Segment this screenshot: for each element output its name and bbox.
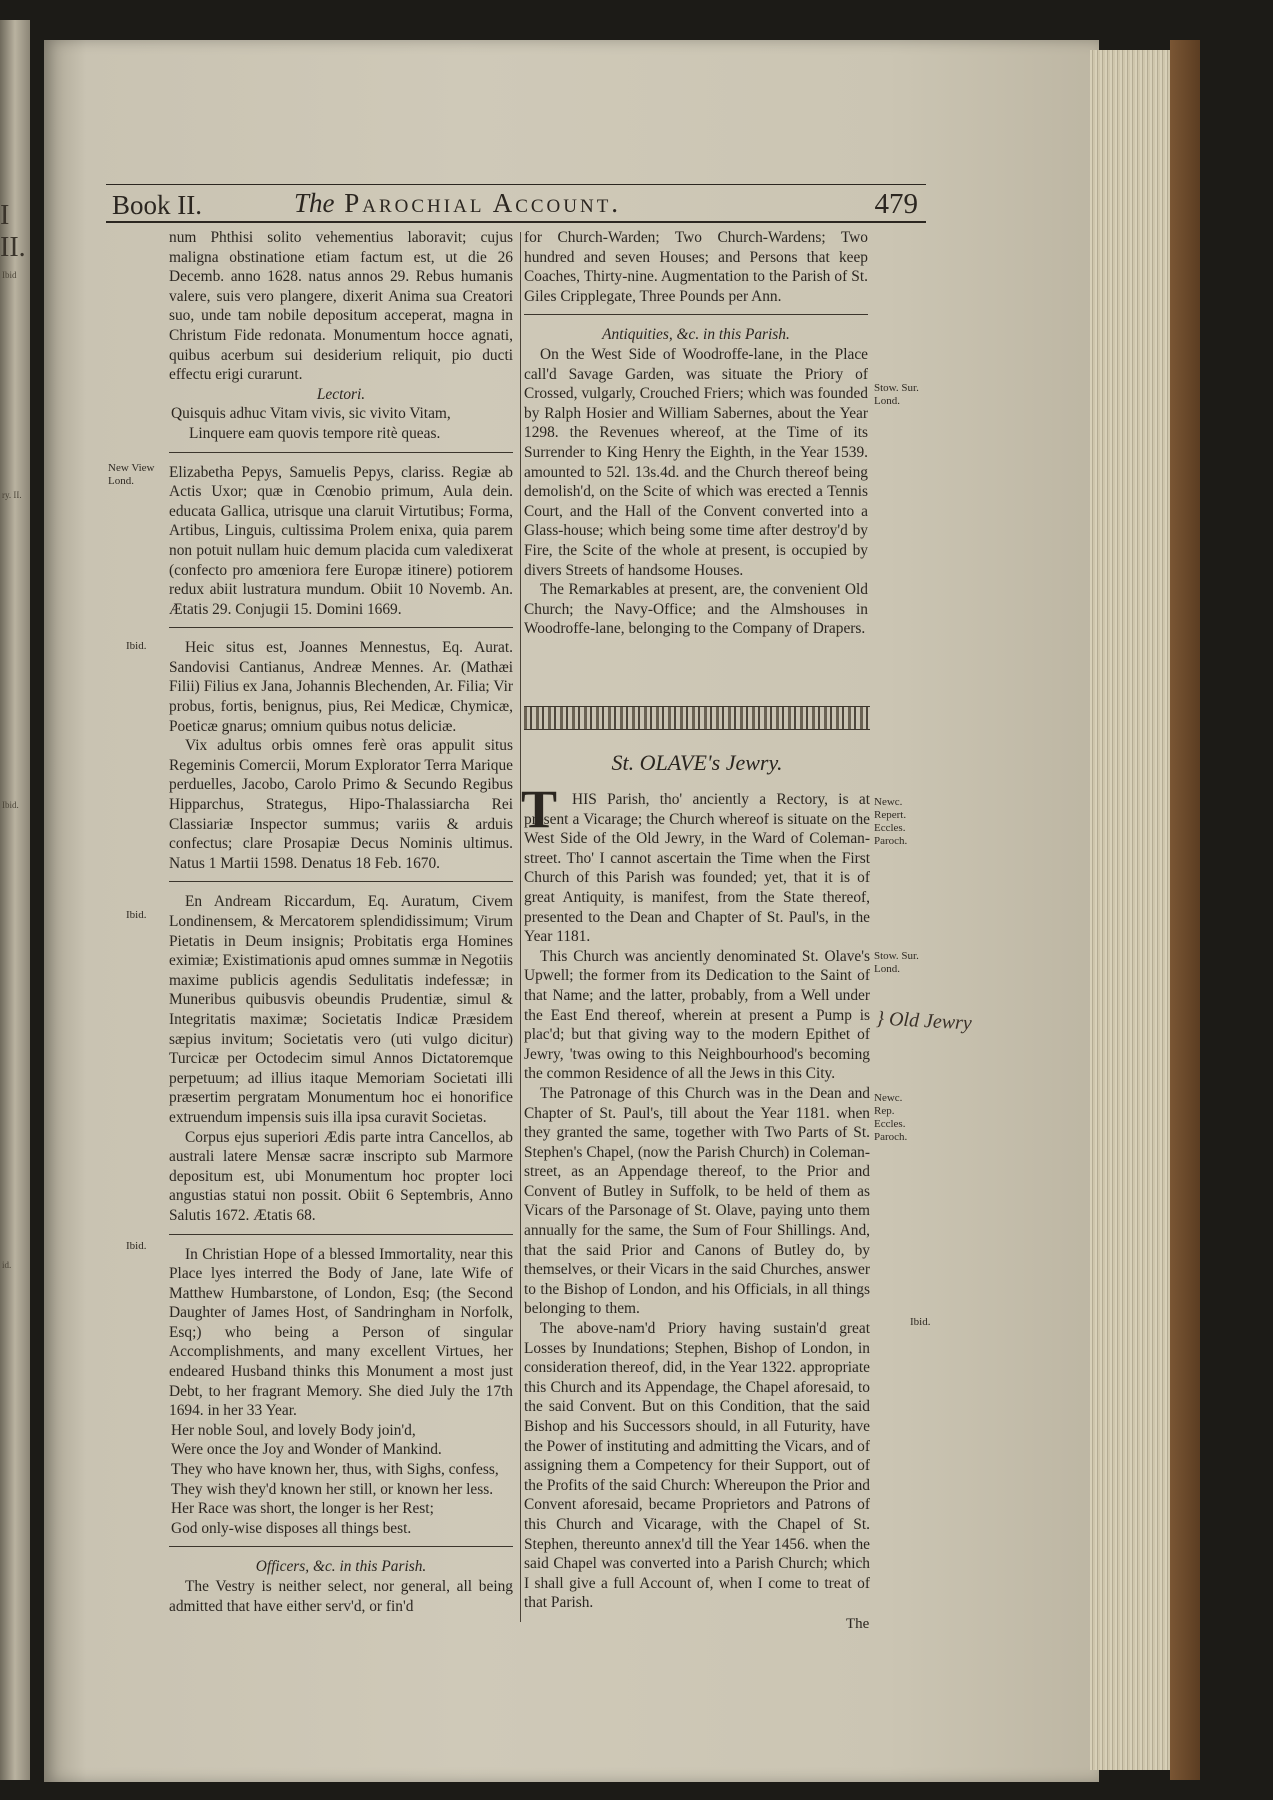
poem-line: Her Race was short, the longer is her Rest; [171, 1500, 434, 1518]
poem-line: God only-wise disposes all things best. [171, 1519, 412, 1537]
epitaph-paragraph: Vix adultus orbis omnes ferè oras appulit situs Regeminis Comercii, Morum Explorator Terra Marique perduelles, Jacobo, Carolo Primo & Secundo Regibus Hipparchus, Strategus, Hipo-Thalassiarcha Rei Classiariæ Inspector summus; variis & arduis confectus; clare Prosapiæ Decus Nominis ultimus. Natus 1 Martii 1598. Denatus 18 Feb. 1670. [169, 737, 513, 872]
lectori-heading: Lectori. [316, 385, 366, 403]
parish-text [524, 790, 870, 1613]
poem-line: Were once the Joy and Wonder of Mankind. [171, 1441, 442, 1459]
catchword: The [846, 1616, 870, 1632]
drop-cap: T [521, 779, 558, 839]
margin-note: New View Lond. [108, 462, 155, 487]
facing-page-book-fragment: I II. [0, 200, 26, 263]
poem-line: Her noble Soul, and lovely Body join'd, [171, 1421, 416, 1439]
verse-line: Linquere eam quovis tempore ritè queas. [189, 424, 441, 442]
officers-continued-paragraph: for Church-Warden; Two Church-Wardens; Two hundred and seven Houses; and Persons that keep Coaches, Thirty-nine. Augmentation to the Parish of St. Giles Cripplegate, Three Pounds per Ann. [524, 229, 868, 305]
verse-line: Quisquis adhuc Vitam vivis, sic vivito Vitam, [171, 405, 451, 423]
page-title [294, 188, 621, 219]
page-title-the: The [294, 188, 335, 218]
column-divider [520, 232, 521, 1622]
page-number: 479 [874, 188, 918, 220]
facing-page-mark: Ibid [2, 270, 17, 280]
handwritten-annotation: } Old Jewry [875, 1007, 973, 1035]
margin-note: Stow. Sur. Lond. [874, 382, 919, 407]
margin-note: Ibid. [126, 640, 147, 652]
book-cover [1170, 40, 1200, 1780]
header-rule-bottom [106, 221, 926, 223]
facing-page-edge [0, 20, 30, 1780]
margin-note: Ibid. [126, 909, 147, 921]
handwritten-text: Old Jewry [888, 1008, 973, 1035]
epitaph-paragraph: Elizabetha Pepys, Samuelis Pepys, clariss. Regiæ ab Actis Uxor; quæ in Cœnobio primum, Aula dein. educata Gallica, utrisque una claruit Virtutibus; Forma, Artibus, Linguis, cultissima Prolem enixa, quia parem non potuit nullam huic demum placida cum valedixerat (confecto pro amœniora fere Europæ itinere) potiorem redux abiit lustratura mundum. Obiit 10 Novemb. An. Ætatis 29. Conjugii 15. Domini 1669. [169, 463, 513, 618]
margin-note: Ibid. [910, 1316, 931, 1328]
remarkables-paragraph: The Remarkables at present, are, the convenient Old Church; the Navy-Office; and the Almshouses in Woodroffe-lane, belonging to the Company of Drapers. [524, 581, 868, 638]
epitaph-paragraph: Corpus ejus superiori Ædis parte intra Cancellos, ab australi latere Mensæ sacræ inscripto sub Marmore depositum est, ubi Monumentum hoc propter loci angustias statui non possit. Obiit 6 Septembris, Anno Salutis 1672. Ætatis 68. [169, 1128, 513, 1224]
margin-note: Newc. Repert. Eccles. Paroch. [874, 796, 908, 847]
antiquities-heading: Antiquities, &c. in this Parish. [602, 326, 790, 344]
facing-page-mark: ry. II. [2, 490, 22, 500]
section-rule [169, 627, 513, 628]
facing-page-mark: id. [2, 1260, 12, 1270]
left-column [169, 228, 513, 1616]
epitaph-paragraph: En Andream Riccardum, Eq. Auratum, Civem Londinensem, & Mercatorem splendidissimum; Virum Pietatis in Deum insignis; Probitatis erga Homines eximiæ; Existimationis apud omnes summæ in Negotiis maxime publicis agendis Sedulitatis indefessæ; in Muneribus quibusvis obeundis Prudentiæ, simul & Integritatis maximæ; Societatis Indicæ Præsidem sæpius invitum; Societatis vero (uti vulgo dicitur) Turcicæ per Octodecim simul Annos Dictatoremque perpetuum; ad illius itaque Memoriam Societati illi præsertim pergratam Monumentum hoc ei honorifice extruendum impensis suis illa ipsa curavit Societas. [169, 893, 513, 1126]
section-rule [169, 881, 513, 882]
running-header [108, 188, 928, 222]
page-fore-edge [1090, 50, 1180, 1770]
parish-paragraph: The Patronage of this Church was in the Dean and Chapter of St. Paul's, till about the Year 1181. when they granted the same, together with Two Parts of St. Stephen's Chapel, (now the Parish Church) in Coleman-street, as an Appendage thereof, to the Prior and Convent of Butley in Suffolk, to be held of them as Vicars of the Parsonage of St. Olave, paying unto them annually for the same, the Sum of Four Shillings. And, that the said Prior and Canons of Butley do, by themselves, or their Vicars in the said Churches, answer to the Bishop of London, and his Officials, in all things belonging to them. [524, 1084, 870, 1318]
section-rule [524, 314, 868, 315]
margin-note: Stow. Sur. Lond. [874, 950, 919, 975]
parish-paragraph: HIS Parish, tho' anciently a Rectory, is at present a Vicarage; the Church whereof is situate on the West Side of the Old Jewry, in the Ward of Coleman-street. Tho' I cannot ascertain the Time when the First Church of this Parish was founded; yet, that it is of great Antiquity, is manifest, from the State thereof, presented to the Dean and Chapter of St. Paul's, in the Year 1181. [524, 791, 870, 946]
margin-note: Ibid. [126, 1240, 147, 1252]
page-title-rest: Parochial Account. [344, 188, 622, 218]
poem-line: They who have known her, thus, with Sighs, confess, [171, 1461, 499, 1479]
header-rule-top [106, 184, 926, 185]
book-label: Book II. [112, 190, 202, 220]
parish-paragraph: This Church was anciently denominated St. Olave's Upwell; the former from its Dedication to the Saint of that Name; and the latter, probably, from a Well under the East End thereof, wherein at present a Pump is plac'd; but that giving way to the modern Epithet of Jewry, 'twas owing to this Neighbourhood's becoming the common Residence of all the Jews in this City. [524, 947, 870, 1083]
facing-page-mark: Ibid. [2, 800, 19, 810]
section-rule [169, 1234, 513, 1235]
vestry-paragraph: The Vestry is neither select, nor general, all being admitted that have either serv'd, or fin'd [169, 1578, 513, 1615]
section-rule [169, 452, 513, 453]
right-column [524, 228, 868, 639]
officers-heading: Officers, &c. in this Parish. [255, 1558, 427, 1576]
decorative-ornament-band [524, 706, 870, 730]
antiquities-paragraph: On the West Side of Woodroffe-lane, in the Place call'd Savage Garden, was situate the Priory of Crossed, vulgarly, Crouched Friers; which was founded by Ralph Hosier and William Sabernes, about the Year 1298. the Revenues whereof, at the Time of its Surrender to King Henry the Eighth, in the Year 1539. amounted to 52l. 13s.4d. and the Church thereof being demolish'd, on the Scite of which was erected a Tennis Court, and the Hall of the Convent converted into a Glass-house; which being some time after destroy'd by Fire, the Scite of the whole at present, is occupied by divers Streets of handsome Houses. [524, 345, 868, 579]
epitaph-paragraph: num Phthisi solito vehementius laboravit; cujus maligna obstinatione etiam factum est, ut die 26 Decemb. anno 1628. natus annos 29. Rebus humanis valere, suis vero plangere, dixerit Anima sua Creatori suo, unde tam nobile depositum acceperat, magna in Christum Fide redonata. Monumentum hocce agnati, quibus acerbum sui desiderium reliquit, pio ducti effectu erigi curarunt. [169, 229, 513, 384]
margin-note: Newc. Rep. Eccles. Paroch. [874, 1092, 908, 1143]
parish-paragraph: The above-nam'd Priory having sustain'd great Losses by Inundations; Stephen, Bishop of London, in consideration thereof, did, in the Year 1322. appropriate this Church and its Appendage, the Chapel aforesaid, to the said Convent. But on this Condition, that the said Bishop and his Successors should, in all Futurity, have the Power of instituting and admitting the Vicars, and of assigning them a Competency for their Support, out of the Profits of the said Church: Whereupon the Prior and Convent aforesaid, became Proprietors and Patrons of this Church and Vicarage, with the Chapel of St. Stephen, thereunto annex'd till the Year 1456. when the said Chapel was converted into a Parish Church; which I shall give a full Account of, when I come to treat of that Parish. [524, 1320, 870, 1612]
section-title: St. OLAVE's Jewry. [611, 750, 783, 775]
epitaph-paragraph: In Christian Hope of a blessed Immortality, near this Place lyes interred the Body of Jane, late Wife of Matthew Humbarstone, of London, Esq; (the Second Daughter of James Host, of Sandringham in Norfolk, Esq;) who being a Person of singular Accomplishments, and many excellent Virtues, her endeared Husband thinks this Monument a most just Debt, to her fragrant Memory. She died July the 17th 1694. in her 33 Year. [169, 1245, 513, 1420]
epitaph-paragraph: Heic situs est, Joannes Mennestus, Eq. Aurat. Sandovisi Cantianus, Andreæ Mennes. Ar. (Mathæi Filii) Filius ex Jana, Johannis Blechenden, Ar. Filia; Vir probus, fortis, benignus, pius, Rei Medicæ, Chymicæ, Poeticæ gnarus; omnium quibus notus deliciæ. [169, 639, 513, 735]
poem-line: They wish they'd known her still, or known her less. [171, 1480, 494, 1498]
section-rule [169, 1546, 513, 1547]
